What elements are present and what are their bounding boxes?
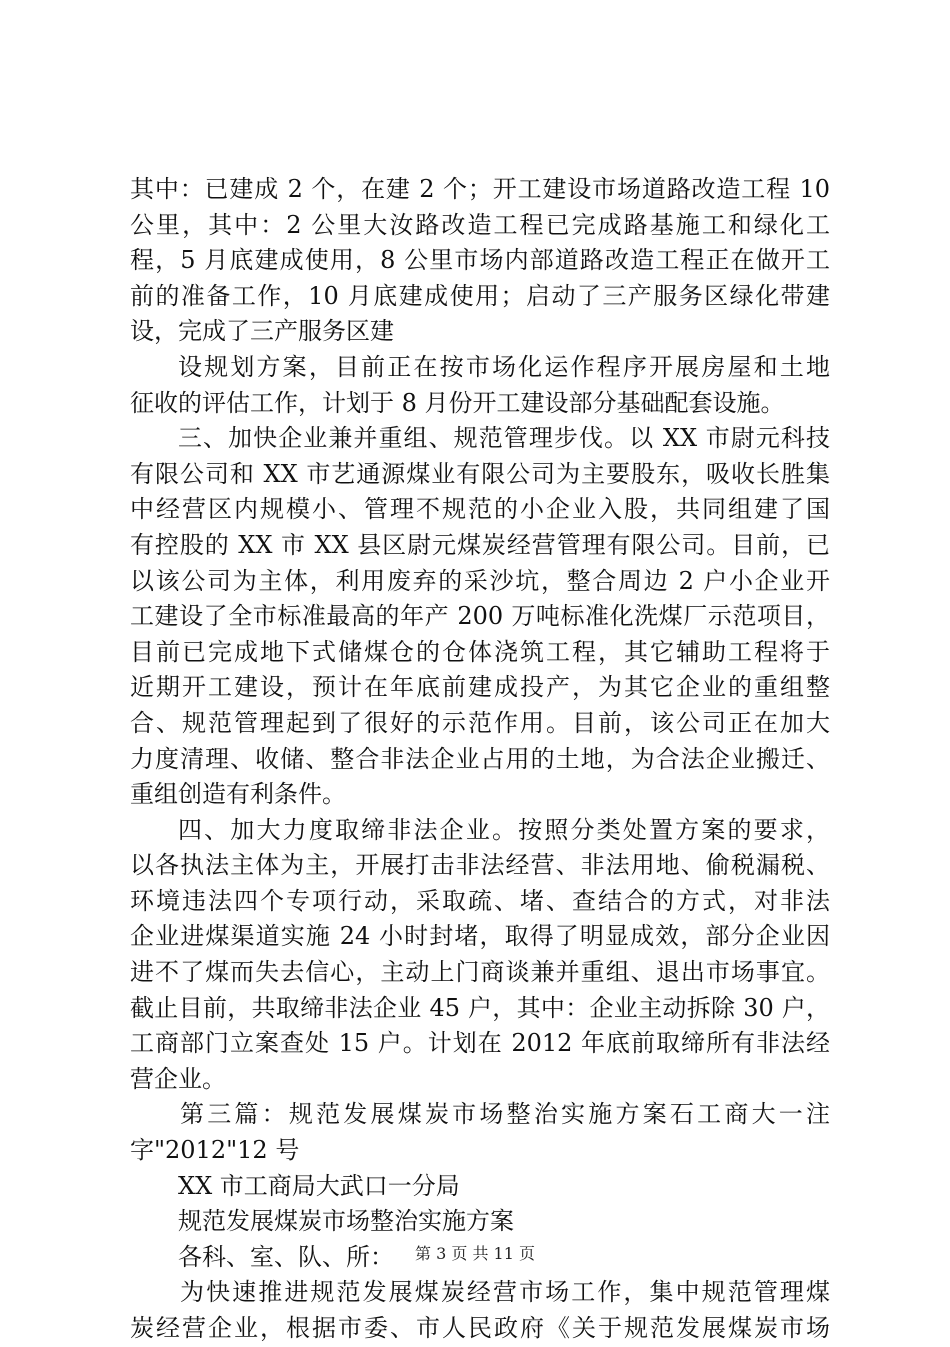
text-line: 三、加快企业兼并重组、规范管理步伐。以 XX 市尉元科技 (178, 424, 830, 453)
text-line: XX 市工商局大武口一分局 (178, 1171, 460, 1200)
text-line: 企业进煤渠道实施 24 小时封堵，取得了明显成效，部分企业因 (130, 922, 830, 951)
text-line: 程，5 月底建成使用，8 公里市场内部道路改造工程正在做开工 (130, 246, 830, 275)
text-line: 其中：已建成 2 个，在建 2 个；开工建设市场道路改造工程 10 (130, 175, 830, 203)
paragraph-article-three-title (130, 1097, 830, 1168)
text-line: 有控股的 XX 市 XX 县区尉元煤炭经营管理有限公司。目前，已 (130, 530, 830, 559)
text-line: 炭经营企业，根据市委、市人民政府《关于规范发展煤炭市场 (130, 1314, 830, 1342)
text-line: 设，完成了三产服务区建 (130, 317, 394, 346)
text-line: 公里，其中：2 公里大汝路改造工程已完成路基施工和绿化工 (130, 210, 830, 239)
text-line: 进不了煤而失去信心，主动上门商谈兼并重组、退出市场事宜。 (130, 958, 830, 987)
text-line: 字"2012"12 号 (130, 1136, 300, 1165)
paragraph-section-three (130, 421, 830, 813)
text-line: 重组创造有利条件。 (130, 780, 346, 809)
paragraph-plan-title (130, 1204, 830, 1240)
paragraph-section-four (130, 813, 830, 1098)
text-line: 设规划方案，目前正在按市场化运作程序开展房屋和土地 (178, 352, 830, 381)
paragraph-body-start (130, 1275, 830, 1346)
paragraph-planning (130, 350, 830, 421)
document-body (130, 172, 830, 1347)
text-line: 前的准备工作，10 月底建成使用；启动了三产服务区绿化带建 (130, 281, 830, 310)
text-line: 工建设了全市标准最高的年产 200 万吨标准化洗煤厂示范项目， (130, 602, 830, 631)
text-line: 以该公司为主体，利用废弃的采沙坑，整合周边 2 户小企业开 (130, 566, 830, 595)
text-line: 四、加大力度取缔非法企业。按照分类处置方案的要求， (178, 815, 830, 844)
text-line: 力度清理、收储、整合非法企业占用的土地，为合法企业搬迁、 (130, 744, 830, 773)
text-line: 中经营区内规模小、管理不规范的小企业入股，共同组建了国 (130, 495, 830, 524)
text-line: 规范发展煤炭市场整治实施方案 (178, 1207, 514, 1236)
paragraph-issuer (130, 1169, 830, 1205)
text-line: 合、规范管理起到了很好的示范作用。目前，该公司正在加大 (130, 708, 830, 737)
text-line: 目前已完成地下式储煤仓的仓体浇筑工程，其它辅助工程将于 (130, 637, 830, 666)
text-line: 工商部门立案查处 15 户。计划在 2012 年底前取缔所有非法经 (130, 1029, 830, 1058)
text-line: 以各执法主体为主，开展打击非法经营、非法用地、偷税漏税、 (130, 851, 830, 880)
text-line: 近期开工建设，预计在年底前建成投产，为其它企业的重组整 (130, 673, 830, 702)
page-number-footer: 第 3 页 共 11 页 (415, 1244, 535, 1263)
text-line: 为快速推进规范发展煤炭经营市场工作，集中规范管理煤 (180, 1278, 830, 1307)
text-line: 有限公司和 XX 市艺通源煤业有限公司为主要股东，吸收长胜集 (130, 459, 830, 488)
text-line: 征收的评估工作，计划于 8 月份开工建设部分基础配套设施。 (130, 388, 785, 417)
text-line: 截止目前，共取缔非法企业 45 户，其中：企业主动拆除 30 户， (130, 993, 830, 1022)
text-line: 第三篇：规范发展煤炭市场整治实施方案石工商大一注 (180, 1100, 830, 1129)
text-line: 各科、室、队、所： (178, 1242, 394, 1271)
paragraph-continuation (130, 172, 830, 350)
text-line: 营企业。 (130, 1064, 226, 1093)
text-line: 环境违法四个专项行动，采取疏、堵、查结合的方式，对非法 (130, 886, 830, 915)
